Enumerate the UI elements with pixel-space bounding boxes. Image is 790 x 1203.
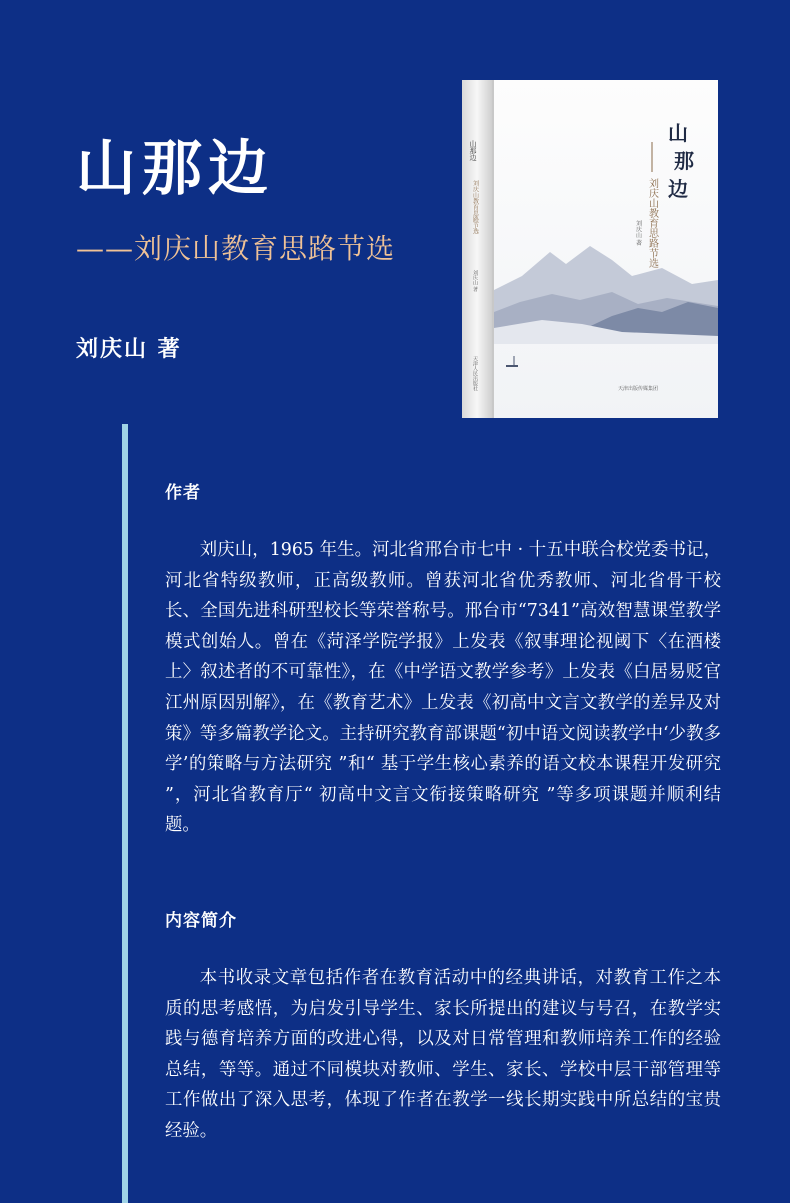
- accent-bar: [122, 424, 128, 1203]
- book-cover-title-glyph-1: 山: [668, 121, 688, 145]
- book-cover-publisher: 天津出版传媒集团: [617, 386, 659, 392]
- book-spine-title: 山那边: [469, 140, 477, 161]
- book-cover-subtitle: 刘庆山教育思路节选: [646, 178, 658, 268]
- page-subtitle: ——刘庆山教育思路节选: [76, 232, 396, 265]
- page-title: 山那边: [76, 134, 274, 204]
- section-heading-author: 作者: [165, 483, 201, 503]
- book-cover-author: 刘庆山 著: [634, 220, 642, 246]
- book-spine-author: 刘庆山 著: [472, 270, 478, 292]
- book-cover-title-glyph-3: 边: [668, 177, 688, 201]
- book-cover-image: [462, 80, 718, 418]
- book-spine-subtitle: 刘庆山教育思路节选: [471, 180, 479, 234]
- section-body-summary: 本书收录文章包括作者在教育活动中的经典讲话，对教育工作之本质的思考感悟，为启发引导学生、家长所提出的建议与号召，在教学实践与德育培养方面的改进心得，以及对日常管理和教师培养工作的经验总结，等等。通过不同模块对教师、学生、家长、学校中层干部管理等工作做出了深入思考，体现了作者在教学一线长期实践中所总结的宝贵经验。: [165, 968, 721, 1141]
- book-spine-publisher: 天津人民出版社: [472, 356, 478, 391]
- section-body-author: 刘庆山，1965 年生。河北省邢台市七中 · 十五中联合校党委书记，河北省特级教师，正高级教师。曾获河北省优秀教师、河北省骨干校长、全国先进科研型校长等荣誉称号。邢台市“7341”高效智慧课堂教学模式创始人。曾在《菏泽学院学报》上发表《叙事理论视阈下〈在酒楼上〉叙述者的不可靠性》，在《中学语文教学参考》上发表《白居易贬官江州原因别解》，在《教育艺术》上发表《初高中文言文教学的差异及对策》等多篇教学论文。主持研究教育部课题“初中语文阅读教学中‘少教多学’的策略与方法研究 ”和“ 基于学生核心素养的语文校本课程开发研究 ”，河北省教育厅“ 初高中文言文衔接策略研究 ”等多项课题并顺利结题。: [165, 540, 721, 836]
- author-credit: 刘庆山 著: [76, 337, 182, 362]
- book-cover-title-glyph-2: 那: [674, 149, 694, 173]
- section-heading-summary: 内容简介: [165, 911, 237, 931]
